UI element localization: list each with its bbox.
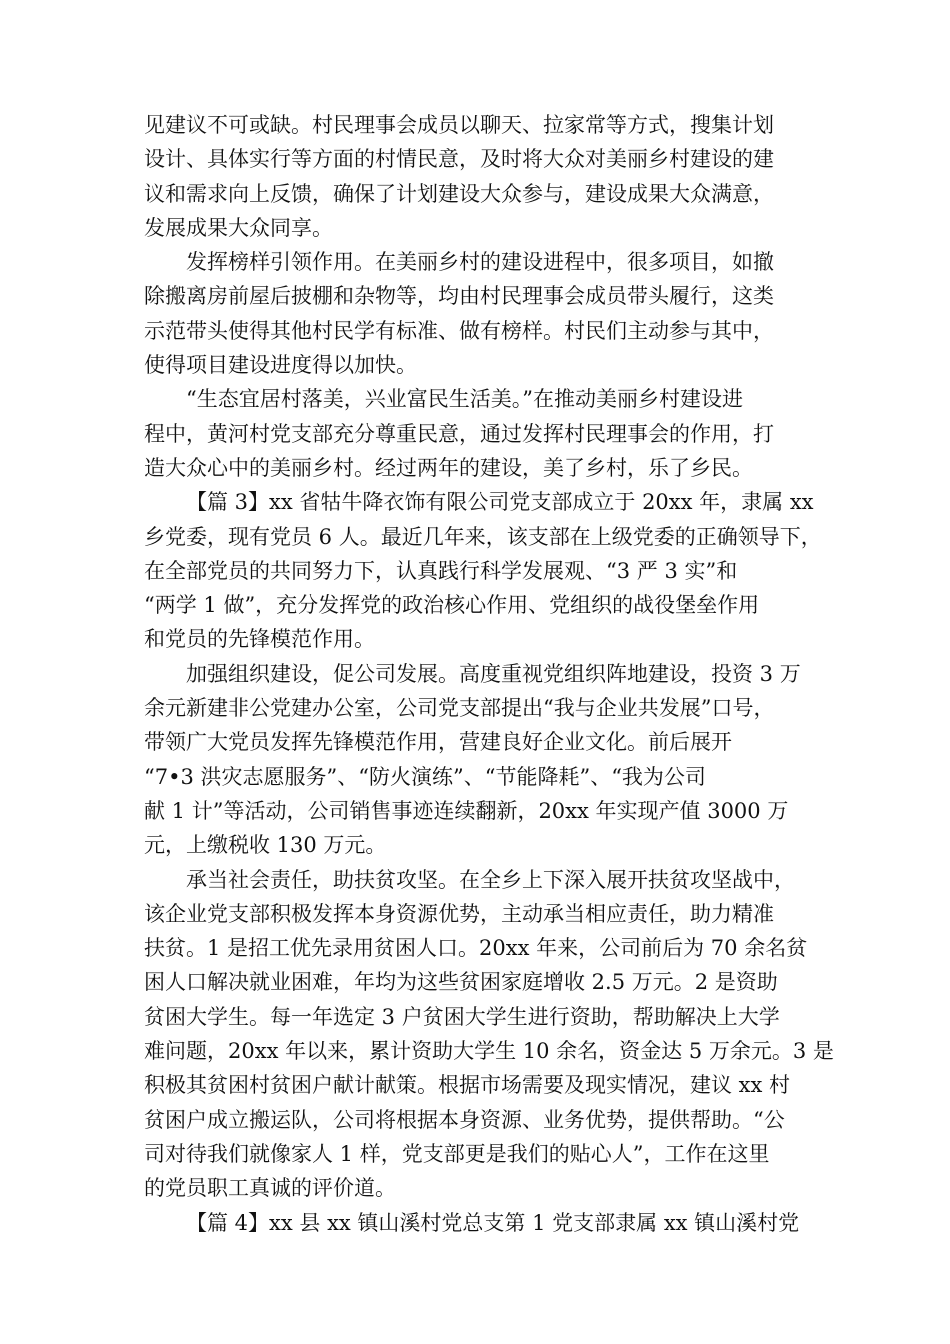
paragraph-first-line: “生态宜居村落美，兴业富民生活美。”在推动美丽乡村建设进 bbox=[186, 387, 743, 412]
text-line: 除搬离房前屋后披棚和杂物等，均由村民理事会成员带头履行，这类 bbox=[144, 284, 774, 309]
text-line: 积极其贫困村贫困户献计献策。根据市场需要及现实情况，建议 xx 村 bbox=[144, 1073, 791, 1098]
section-heading-line: 【篇 3】xx 省牯牛降衣饰有限公司党支部成立于 20xx 年，隶属 xx bbox=[186, 490, 814, 515]
text-line: 造大众心中的美丽乡村。经过两年的建设，美了乡村，乐了乡民。 bbox=[144, 455, 753, 480]
text-line: 余元新建非公党建办公室，公司党支部提出“我与企业共发展”口号， bbox=[144, 696, 775, 721]
text-line: 扶贫。1 是招工优先录用贫困人口。20xx 年来，公司前后为 70 余名贫 bbox=[144, 936, 808, 961]
text-line: 示范带头使得其他村民学有标准、做有榜样。村民们主动参与其中， bbox=[144, 318, 774, 343]
text-line: 贫困大学生。每一年选定 3 户贫困大学生进行资助，帮助解决上大学 bbox=[144, 1004, 780, 1029]
text-line: 程中，黄河村党支部充分尊重民意，通过发挥村民理事会的作用，打 bbox=[144, 421, 774, 446]
section-heading-line: 【篇 4】xx 县 xx 镇山溪村党总支第 1 党支部隶属 xx 镇山溪村党 bbox=[186, 1210, 800, 1235]
text-line: 难问题，20xx 年以来，累计资助大学生 10 余名，资金达 5 万余元。3 是 bbox=[144, 1039, 834, 1064]
text-line: 乡党委，现有党员 6 人。最近几年来，该支部在上级党委的正确领导下， bbox=[144, 524, 822, 549]
text-line: 议和需求向上反馈，确保了计划建设大众参与，建设成果大众满意， bbox=[144, 181, 774, 206]
text-line: 见建议不可或缺。村民理事会成员以聊天、拉家常等方式，搜集计划 bbox=[144, 113, 774, 137]
text-line: 带领广大党员发挥先锋模范作用，营建良好企业文化。前后展开 bbox=[144, 730, 732, 755]
paragraph-first-line: 加强组织建设，促公司发展。高度重视党组织阵地建设，投资 3 万 bbox=[186, 661, 801, 686]
paragraph-first-line: 发挥榜样引领作用。在美丽乡村的建设进程中，很多项目，如撤 bbox=[186, 250, 774, 275]
text-line: 司对待我们就像家人 1 样，党支部更是我们的贴心人”，工作在这里 bbox=[144, 1141, 770, 1166]
text-line: 使得项目建设进度得以加快。 bbox=[144, 353, 417, 378]
text-line: 该企业党支部积极发挥本身资源优势，主动承当相应责任，助力精准 bbox=[144, 901, 774, 926]
text-line: 的党员职工真诚的评价道。 bbox=[144, 1176, 396, 1201]
text-line: “7•3 洪灾志愿服务”、“防火演练”、“节能降耗”、“我为公司 bbox=[144, 764, 706, 789]
text-line: “两学 1 做”，充分发挥党的政治核心作用、党组织的战役堡垒作用 bbox=[144, 593, 760, 618]
text-line: 献 1 计”等活动，公司销售事迹连续翻新，20xx 年实现产值 3000 万 bbox=[144, 798, 789, 823]
text-line: 发展成果大众同享。 bbox=[144, 215, 333, 240]
text-line: 在全部党员的共同努力下，认真践行科学发展观、“3 严 3 实”和 bbox=[144, 558, 738, 583]
body-text bbox=[144, 108, 834, 1240]
text-line: 贫困户成立搬运队，公司将根据本身资源、业务优势，提供帮助。“公 bbox=[144, 1107, 785, 1132]
text-line: 困人口解决就业困难，年均为这些贫困家庭增收 2.5 万元。2 是资助 bbox=[144, 970, 778, 995]
text-line: 和党员的先锋模范作用。 bbox=[144, 627, 375, 652]
text-line: 元，上缴税收 130 万元。 bbox=[144, 833, 387, 858]
paragraph-first-line: 承当社会责任，助扶贫攻坚。在全乡上下深入展开扶贫攻坚战中， bbox=[186, 867, 795, 892]
text-line: 设计、具体实行等方面的村情民意，及时将大众对美丽乡村建设的建 bbox=[144, 147, 774, 172]
